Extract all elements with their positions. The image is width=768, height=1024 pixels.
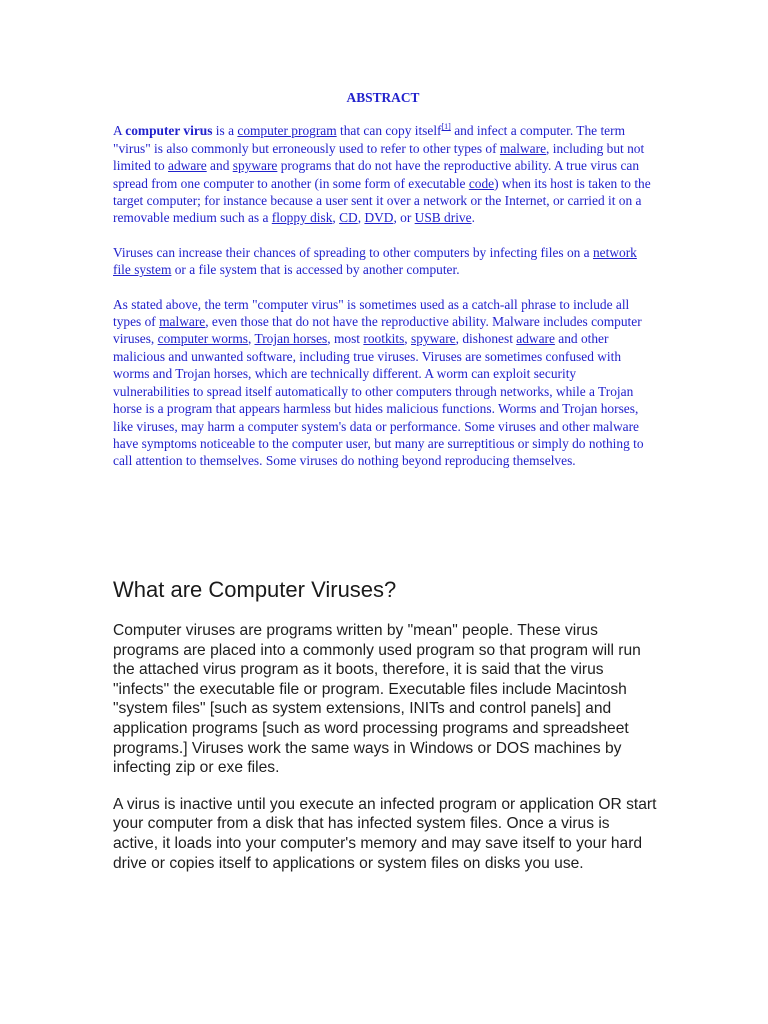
text-run: programs that do not have the reproductive ability. A true virus can spread from one computer to another (in some form of executable [113, 158, 640, 191]
text-run: ) when its host is taken to the target computer; for instance because a user sent it over a network or the Internet, or carried it on a removable medium such as a [113, 175, 651, 226]
abstract-paragraph-1 [113, 122, 653, 226]
section-paragraph-2: A virus is inactive until you execute an infected program or application OR start your computer from a disk that has infected system files. Once a virus is active, it loads into your computer's memory and may save itself to your hard drive or copies itself to applications or system files on disks you use. [113, 795, 657, 872]
link-floppy-disk[interactable]: floppy disk [271, 210, 333, 226]
link-code[interactable]: code [468, 175, 495, 191]
section-heading: What are Computer Viruses? [113, 577, 397, 602]
abstract-paragraph-2 [113, 244, 653, 279]
link-network-file-system[interactable]: network file system [113, 244, 637, 278]
link-adware[interactable]: adware [516, 331, 555, 347]
text-run: . [471, 210, 475, 226]
text-run: , [332, 210, 340, 226]
text-run: , even those that do not have the reproductive ability. Malware includes computer viruses, [113, 314, 642, 347]
text-run: , including but not limited to [113, 140, 645, 174]
link-trojan-horses[interactable]: Trojan horses [254, 331, 328, 347]
text-run: and infect a computer. The term "virus" is also commonly but erroneously used to refer to other types of [113, 123, 625, 156]
text-run: A [113, 123, 126, 139]
link-spyware[interactable]: spyware [232, 158, 278, 174]
abstract-paragraph-3 [113, 296, 653, 470]
link-adware[interactable]: adware [168, 158, 207, 174]
text-run: and [206, 158, 233, 174]
text-run: As stated above, the term "computer virus" is sometimes used as a catch-all phrase to include all types of [113, 296, 630, 330]
text-run: , dishonest [455, 331, 517, 347]
text-run: is a [212, 123, 238, 139]
link-malware[interactable]: malware [499, 140, 547, 156]
link-usb-drive[interactable]: USB drive [414, 210, 472, 226]
link-malware[interactable]: malware [159, 314, 206, 330]
text-run: , [357, 210, 365, 226]
text-run: , or [393, 210, 415, 226]
link-dvd[interactable]: DVD [364, 210, 394, 226]
text-run: , [404, 331, 411, 347]
link-cd[interactable]: CD [339, 210, 358, 226]
link-rootkits[interactable]: rootkits [363, 331, 405, 347]
text-run: and other malicious and unwanted software, including true viruses. Viruses are sometimes confused with worms and Trojan horses, which are technically different. A worm can exploit security vulnerabilities to spread itself automatically to other computers through networks, while a Trojan horse is a program that appears harmless but hides malicious functions. Worms and Trojan horses, like viruses, may harm a computer system's data or performance. Some viruses and other malware have symptoms noticeable to the computer user, but many are surreptitious or simply do nothing to call attention to themselves. Some viruses do nothing beyond reproducing themselves. [113, 331, 644, 469]
text-run: Viruses can increase their chances of spreading to other computers by infecting files on a [113, 244, 593, 260]
term-computer-virus: computer virus [125, 123, 213, 139]
text-run: or a file system that is accessed by another computer. [171, 262, 460, 278]
abstract-section [113, 89, 653, 487]
link-computer-worms[interactable]: computer worms [157, 331, 249, 347]
reference-link-1[interactable]: [1] [441, 122, 451, 132]
text-run: that can copy itself [336, 123, 442, 139]
link-computer-program[interactable]: computer program [237, 123, 337, 139]
abstract-title: ABSTRACT [346, 90, 420, 105]
section-paragraph-1: Computer viruses are programs written by "mean" people. These virus programs are placed into a commonly used program so that program will run the attached virus program as it boots, therefore, it is said that the virus "infects" the executable file or program. Executable files include Macintosh "system files" [such as system extensions, INITs and control panels] and application programs [such as word processing programs and spreadsheet programs.] Viruses work the same ways in Windows or DOS machines by infecting zip or exe files. [113, 622, 641, 777]
link-spyware[interactable]: spyware [411, 331, 456, 347]
text-run: , [248, 331, 255, 347]
text-run: , most [327, 331, 364, 347]
computer-viruses-section [113, 574, 658, 890]
